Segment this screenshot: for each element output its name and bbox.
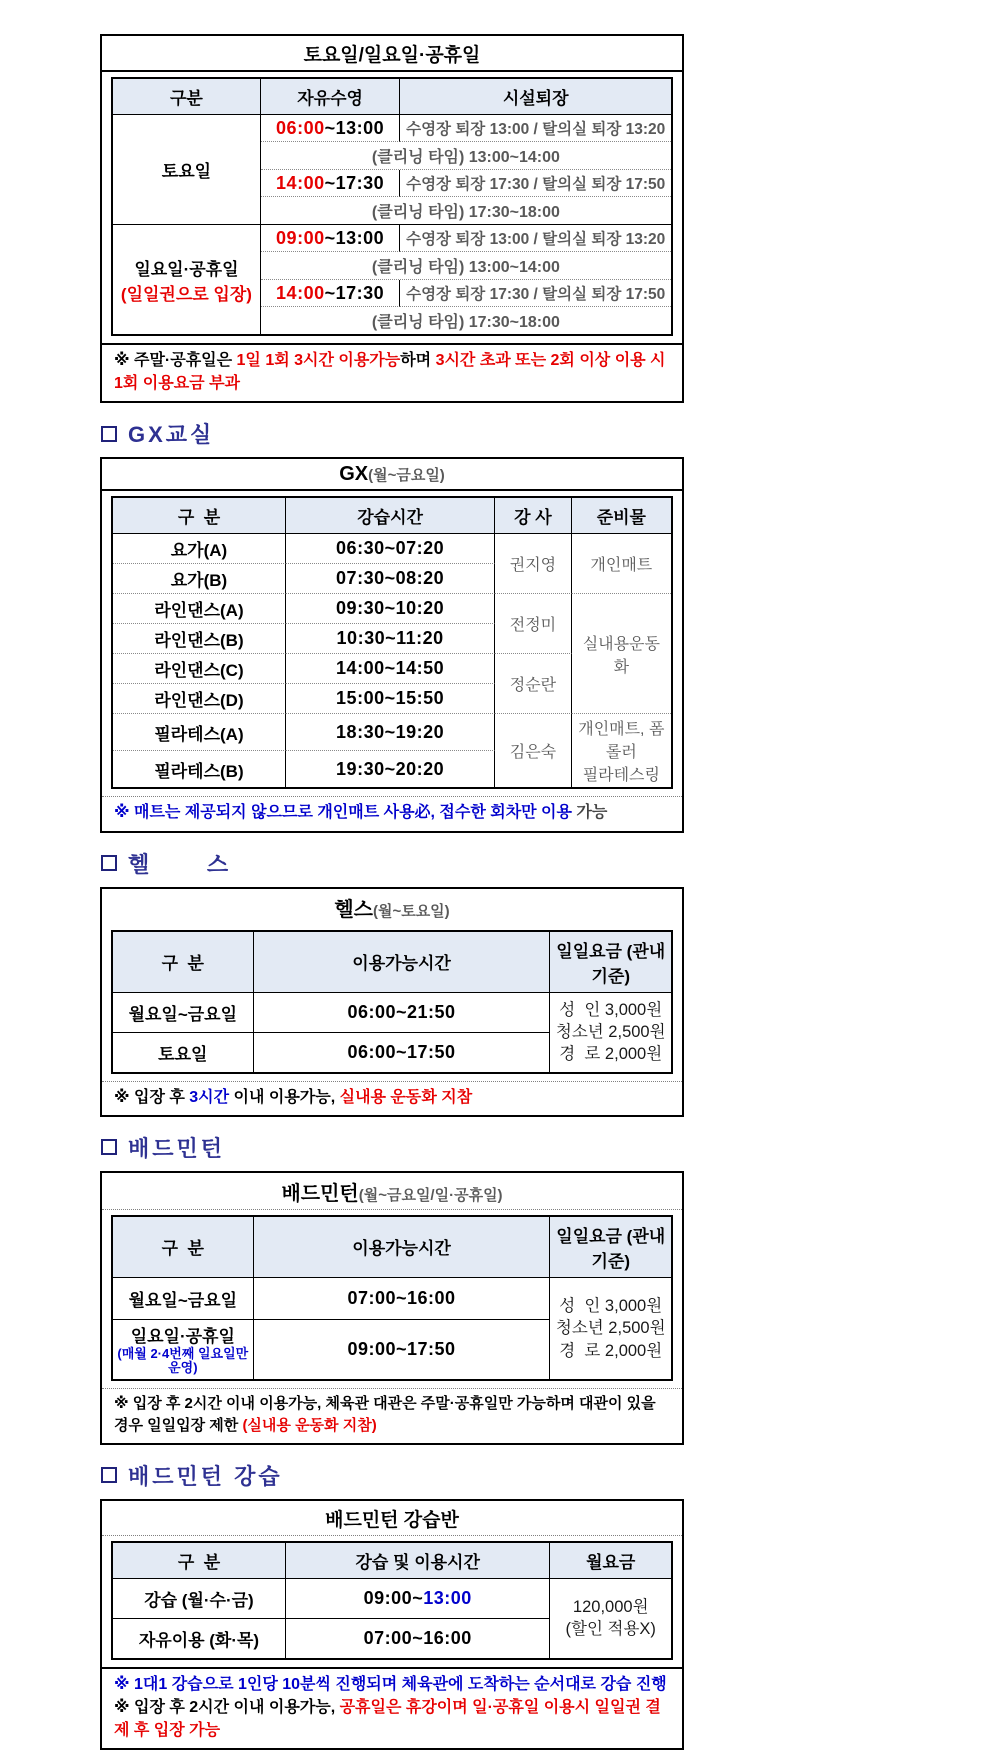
section-heading-health (101, 848, 684, 879)
fee-line: 120,000원 (572, 1598, 649, 1617)
table-title-sub: (월~토요일) (372, 902, 450, 920)
equipment-line: 필라테스링 (582, 767, 660, 785)
col-header-available-time: 이용가능시간 (254, 932, 551, 993)
note-text-red: 1일 1회 3시간 이용가능 (236, 352, 401, 369)
time-cell: 07:00~16:00 (254, 1278, 551, 1320)
class-time-cell: 19:30~20:20 (286, 751, 495, 787)
col-header-monthly-fee: 월요금 (550, 1543, 671, 1579)
col-header-class-time: 강습시간 (286, 498, 495, 534)
equipment-cell (572, 714, 671, 787)
col-header-available-time: 이용가능시간 (254, 1217, 551, 1278)
time-start: 09:00 (276, 227, 325, 248)
equipment-line: 개인매트, 폼롤러 (578, 721, 665, 762)
note-text-blue: ※ 1대1 강습으로 1인당 10분씩 진행되며 체육관에 도착하는 순서대로 강습 진행 (114, 1675, 667, 1693)
table-header-row (113, 79, 671, 115)
table-header-row (113, 1217, 671, 1278)
health-table (111, 930, 673, 1074)
gx-table (111, 496, 673, 789)
health-table-body (102, 925, 682, 1081)
note-text-red: 공휴일은 휴강이며 일·공휴일 이용시 일일권 결제 후 입장 가능 (114, 1699, 661, 1740)
section-title: 배드민턴 (128, 1135, 226, 1161)
table-row (113, 225, 671, 252)
fee-line: 청소년 2,500원 (555, 1022, 666, 1041)
health-section (100, 887, 684, 1117)
time-end-blue: 13:00 (423, 1587, 472, 1608)
col-header-category: 구 분 (113, 932, 254, 993)
table-row (113, 993, 671, 1033)
time-start: 09:00~ (363, 1587, 424, 1608)
swim-table-body (102, 72, 682, 343)
class-time-cell: 10:30~11:20 (286, 624, 495, 654)
class-name-cell: 라인댄스(C) (113, 654, 286, 684)
square-bullet-icon (101, 1467, 117, 1483)
gx-table-title (102, 459, 682, 491)
sunday-label: 일요일·공휴일 (134, 259, 239, 279)
class-name-cell: 필라테스(A) (113, 714, 286, 751)
note-text-red: 실내용 운동화 지참 (339, 1088, 473, 1106)
col-header-instructor: 강 사 (495, 498, 571, 534)
cleaning-time-cell: (클리닝 타임) 13:00~14:00 (261, 252, 671, 280)
time-start: 14:00 (276, 172, 325, 193)
instructor-cell: 정순란 (495, 654, 571, 714)
time-cell: 09:00~17:50 (254, 1320, 551, 1380)
col-header-daily-fee: 일일요금 (관내기준) (550, 932, 671, 993)
col-header-daily-fee: 일일요금 (관내기준) (550, 1217, 671, 1278)
badminton-table-body (102, 1210, 682, 1389)
section-title: 배드민턴 강습 (128, 1463, 283, 1489)
class-name-cell: 요가(A) (113, 534, 286, 564)
time-start: 06:00 (276, 117, 325, 138)
square-bullet-icon (101, 1139, 117, 1155)
exit-cell: 수영장 퇴장 17:30 / 탈의실 퇴장 17:50 (400, 170, 671, 197)
equipment-cell: 실내용운동화 (572, 594, 671, 714)
note-text: 하며 (400, 352, 436, 369)
time-end: ~13:00 (324, 117, 385, 138)
note-text-blue: ※ 매트는 제공되지 않으므로 개인매트 사용必, 접수한 회차만 이용 (114, 804, 572, 822)
fee-line: (할인 적용X) (565, 1620, 656, 1639)
weekend-swim-section (100, 34, 684, 403)
instructor-cell: 김은숙 (495, 714, 571, 787)
gx-section (100, 457, 684, 832)
time-cell: 07:00~16:00 (286, 1619, 550, 1658)
cleaning-time-cell: (클리닝 타임) 13:00~14:00 (261, 142, 671, 170)
square-bullet-icon (101, 426, 117, 442)
table-title-main: 배드민턴 (281, 1182, 359, 1205)
col-header-lesson-time: 강습 및 이용시간 (286, 1543, 550, 1579)
day-cell: 월요일~금요일 (113, 993, 254, 1033)
day-label-saturday: 토요일 (113, 115, 261, 225)
day-label-sunday-holiday (113, 225, 261, 334)
cleaning-time-cell: (클리닝 타임) 17:30~18:00 (261, 197, 671, 225)
day-sublabel: (매월 2·4번째 일요일만 운영) (117, 1345, 249, 1376)
time-cell: 06:00~17:50 (254, 1033, 551, 1072)
class-name-cell: 요가(B) (113, 564, 286, 594)
swim-table-title: 토요일/일요일·공휴일 (102, 36, 682, 72)
col-header-free-swim: 자유수영 (261, 79, 401, 115)
fee-cell (550, 993, 671, 1072)
class-name-cell: 라인댄스(A) (113, 594, 286, 624)
cleaning-time-cell: (클리닝 타임) 17:30~18:00 (371, 314, 560, 331)
table-title-sub: (월~금요일/일·공휴일) (358, 1186, 503, 1204)
time-end: ~17:30 (324, 282, 385, 303)
table-title-sub: (월~금요일) (368, 467, 445, 485)
fee-line: 청소년 2,500원 (555, 1319, 666, 1338)
day-label: 일요일·공휴일 (130, 1326, 235, 1346)
badminton-note (102, 1388, 682, 1443)
table-row (113, 714, 671, 751)
fee-cell (550, 1278, 671, 1380)
note-text-red: 3시간 초과 또는 2회 이상 이용 시 1회 이용요금 부과 (114, 352, 666, 393)
table-row (113, 534, 671, 564)
table-row (113, 115, 671, 142)
class-time-cell: 18:30~19:20 (286, 714, 495, 751)
health-note (102, 1081, 682, 1115)
table-header-row (113, 498, 671, 534)
gx-table-body (102, 491, 682, 796)
table-row (113, 1278, 671, 1320)
note-text-red: (실내용 운동화 지참) (242, 1417, 377, 1435)
time-cell (261, 225, 401, 252)
instructor-cell: 전정미 (495, 594, 571, 654)
section-heading-badminton (101, 1132, 684, 1163)
note-text: ※ 입장 후 2시간 이내 이용가능, 체육관 대관은 주말·공휴일만 가능하며 대관이 있을 경우 일일입장 제한 (114, 1395, 656, 1435)
table-title-main: 헬스 (334, 898, 373, 921)
section-heading-gx (101, 418, 684, 449)
exit-cell: 수영장 퇴장 17:30 / 탈의실 퇴장 17:50 (400, 280, 671, 307)
note-text-blue: 3시간 (189, 1088, 230, 1106)
class-name-cell: 라인댄스(B) (113, 624, 286, 654)
time-cell (261, 280, 401, 307)
time-cell (261, 170, 401, 197)
col-header-facility-exit: 시설퇴장 (400, 79, 671, 115)
time-cell (286, 1579, 550, 1619)
fee-line: 경 로 2,000원 (559, 1045, 663, 1064)
table-header-row (113, 1543, 671, 1579)
fee-line: 성 인 3,000원 (559, 1297, 663, 1316)
lesson-table-title: 배드민턴 강습반 (102, 1501, 682, 1536)
table-title-main: GX (339, 463, 369, 486)
fee-line: 경 로 2,000원 (559, 1341, 663, 1360)
day-cell (113, 1320, 254, 1380)
section-title: GX교실 (128, 422, 215, 448)
class-time-cell: 06:30~07:20 (286, 534, 495, 564)
badminton-table (111, 1215, 673, 1382)
class-time-cell: 15:00~15:50 (286, 684, 495, 714)
note-text: 가능 (571, 804, 608, 822)
class-name-cell: 필라테스(B) (113, 751, 286, 787)
col-header-category: 구 분 (113, 1543, 286, 1579)
note-text: ※ 입장 후 2시간 이내 이용가능, (114, 1699, 340, 1717)
day-cell: 월요일~금요일 (113, 1278, 254, 1320)
time-end: ~17:30 (324, 172, 385, 193)
badminton-table-title (102, 1173, 682, 1210)
swim-table (111, 77, 673, 336)
class-time-cell: 07:30~08:20 (286, 564, 495, 594)
fee-cell (550, 1579, 671, 1658)
time-end: ~13:00 (324, 227, 385, 248)
health-table-title (102, 889, 682, 925)
gx-note (102, 796, 682, 830)
lesson-table (111, 1541, 673, 1660)
note-text: ※ 입장 후 (114, 1088, 190, 1106)
lesson-type-cell: 자유이용 (화·목) (113, 1619, 286, 1658)
time-start: 14:00 (276, 282, 325, 303)
note-text: 이내 이용가능, (229, 1088, 340, 1106)
note-text: ※ 주말·공휴일은 (114, 352, 237, 369)
swim-note (102, 343, 682, 401)
lesson-table-body (102, 1536, 682, 1667)
col-header-category: 구 분 (113, 1217, 254, 1278)
lesson-type-cell: 강습 (월·수·금) (113, 1579, 286, 1619)
col-header-category: 구 분 (113, 498, 286, 534)
section-heading-badminton-lesson (101, 1460, 684, 1491)
section-title: 헬 스 (128, 851, 232, 877)
time-cell (261, 115, 401, 142)
exit-cell: 수영장 퇴장 13:00 / 탈의실 퇴장 13:20 (400, 225, 671, 252)
lesson-note (102, 1667, 682, 1749)
badminton-lesson-section (100, 1499, 684, 1750)
class-name-cell: 라인댄스(D) (113, 684, 286, 714)
table-row (113, 594, 671, 624)
table-row (113, 1579, 671, 1619)
instructor-cell: 권지영 (495, 534, 571, 594)
col-header-equipment: 준비물 (572, 498, 671, 534)
time-cell: 06:00~21:50 (254, 993, 551, 1033)
badminton-section (100, 1171, 684, 1445)
table-header-row (113, 932, 671, 993)
day-cell: 토요일 (113, 1033, 254, 1072)
col-header-category: 구분 (113, 79, 261, 115)
sunday-sublabel: (일일권으로 입장) (120, 284, 252, 304)
fee-line: 성 인 3,000원 (559, 1000, 663, 1019)
exit-cell: 수영장 퇴장 13:00 / 탈의실 퇴장 13:20 (400, 115, 671, 142)
equipment-cell: 개인매트 (572, 534, 671, 594)
class-time-cell: 09:30~10:20 (286, 594, 495, 624)
class-time-cell: 14:00~14:50 (286, 654, 495, 684)
square-bullet-icon (101, 855, 117, 871)
